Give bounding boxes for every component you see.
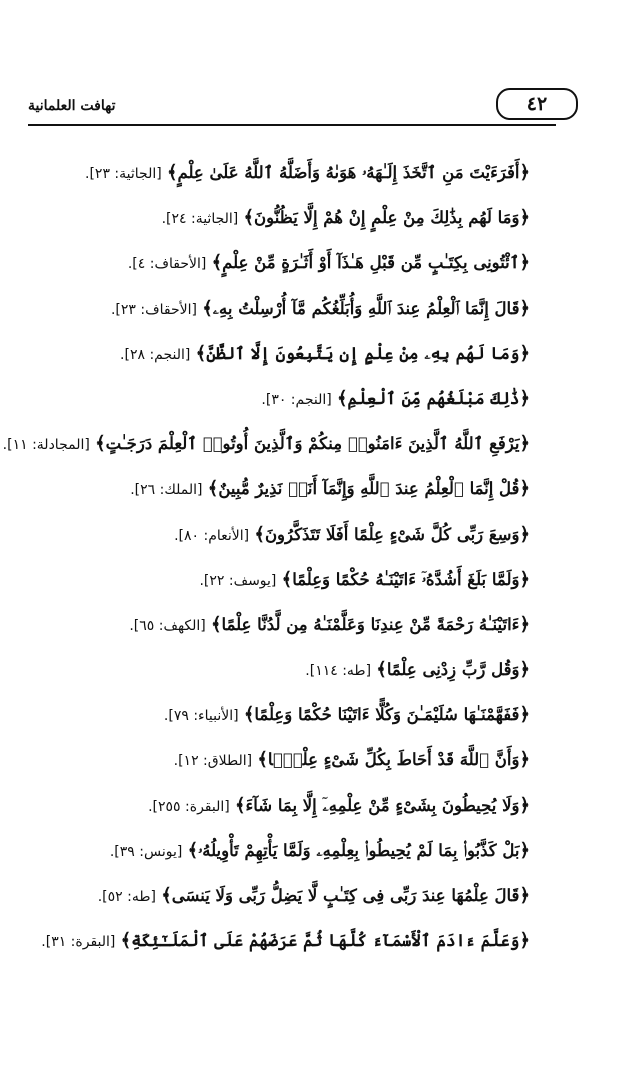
verse-reference: [يوسف: ٢٢]. [199, 572, 277, 589]
verse-line: ﴿بَلْ كَذَّبُوا۟ بِمَا لَمْ يُحِيطُوا۟ بِعِلْمِهِۦ وَلَمَّا يَأْتِهِمْ تَأْوِيلُهُۥ﴾ [يونس: ٣٩]. [109, 839, 530, 861]
verse-text: يَرْفَعِ ٱللَّهُ ٱلَّذِينَ ءَامَنُوا۟ مِنكُمْ وَٱلَّذِينَ أُوتُوا۟ ٱلْعِلْمَ دَرَجَـٰتٍ [105, 434, 520, 454]
verse-text: ٱئْتُونِى بِكِتَـٰبٍ مِّن قَبْلِ هَـٰذَآ أَوْ أَثَـٰرَةٍ مِّنْ عِلْمٍ [222, 253, 520, 273]
verse-reference: [البقرة: ٢٥٥]. [148, 798, 230, 815]
verse-reference: [المجادلة: ١١]. [2, 437, 90, 454]
verse-text: وَمَا لَهُم بِهِۦ مِنْ عِلْمٍ إِن يَتَّبِعُونَ إِلَّا ٱلظَّنَّ [206, 343, 520, 363]
verse-line: ﴿يَرْفَعِ ٱللَّهُ ٱلَّذِينَ ءَامَنُوا۟ مِنكُمْ وَٱلَّذِينَ أُوتُوا۟ ٱلْعِلْمَ دَرَجَـٰتٍ﴾ [المجادلة: ١١]. [2, 433, 530, 455]
verse-text: وَمَا لَهُم بِذَٰلِكَ مِنْ عِلْمٍ إِنْ هُمْ إِلَّا يَظُنُّونَ [254, 208, 520, 228]
verse-reference: [الطلاق: ١٢]. [173, 753, 253, 770]
verse-reference: [طه: ٥٢]. [97, 889, 156, 905]
verse-reference: [الأحقاف: ٢٣]. [110, 301, 197, 318]
verse-text: وَلَمَّا بَلَغَ أَشُدَّهُۥٓ ءَاتَيْنَـٰهُ حُكْمًا وَعِلْمًا [292, 569, 520, 589]
verse-text: وَسِعَ رَبِّى كُلَّ شَىْءٍ عِلْمًا أَفَلَا تَتَذَكَّرُونَ [264, 524, 520, 544]
verse-text: ءَاتَيْنَـٰهُ رَحْمَةً مِّنْ عِندِنَا وَعَلَّمْنَـٰهُ مِن لَّدُنَّا عِلْمًا [221, 614, 520, 634]
verse-line: ﴿ٱئْتُونِى بِكِتَـٰبٍ مِّن قَبْلِ هَـٰذَآ أَوْ أَثَـٰرَةٍ مِّنْ عِلْمٍ﴾ [الأحقاف: ٤]. [127, 252, 530, 274]
verse-reference: [الأحقاف: ٤]. [127, 256, 207, 273]
verse-line: ﴿ذَٰلِكَ مَبْلَغُهُم مِّنَ ٱلْعِلْمِ﴾ [النجم: ٣٠]. [261, 387, 530, 409]
verse-line: ﴿فَفَهَّمْنَـٰهَا سُلَيْمَـٰنَ وَكُلًّا ءَاتَيْنَا حُكْمًا وَعِلْمًا﴾ [الأنبياء: ٧٩]. [163, 704, 530, 726]
verse-reference: [الجاثية: ٢٤]. [161, 211, 239, 228]
verse-text: فَفَهَّمْنَـٰهَا سُلَيْمَـٰنَ وَكُلًّا ءَاتَيْنَا حُكْمًا وَعِلْمًا [254, 705, 520, 725]
verse-text: قَالَ إِنَّمَا ٱلْعِلْمُ عِندَ ٱللَّهِ وَأُبَلِّغُكُم مَّآ أُرْسِلْتُ بِهِۦ [212, 298, 520, 318]
verse-line: ﴿قَالَ عِلْمُهَا عِندَ رَبِّى فِى كِتَـٰبٍ لَّا يَضِلُّ رَبِّى وَلَا يَنسَى﴾ [طه: ٥٢]. [97, 885, 530, 906]
verse-line: ﴿ءَاتَيْنَـٰهُ رَحْمَةً مِّنْ عِندِنَا وَعَلَّمْنَـٰهُ مِن لَّدُنَّا عِلْمًا﴾ [الكهف: ٦٥]. [129, 613, 530, 635]
verse-text: وَعَلَّمَ ءَادَمَ ٱلْأَسْمَآءَ كُلَّهَا ثُمَّ عَرَضَهُمْ عَلَى ٱلْمَلَـٰٓئِكَةِ [131, 931, 520, 951]
verse-reference: [النجم: ٣٠]. [261, 391, 332, 408]
verse-line: ﴿وَلَمَّا بَلَغَ أَشُدَّهُۥٓ ءَاتَيْنَـٰهُ حُكْمًا وَعِلْمًا﴾ [يوسف: ٢٢]. [199, 568, 530, 590]
verse-text: وَأَنَّ ٱللَّهَ قَدْ أَحَاطَ بِكُلِّ شَىْءٍ عِلْمًۢا [267, 750, 520, 770]
verse-line: ﴿أَفَرَءَيْتَ مَنِ ٱتَّخَذَ إِلَـٰهَهُۥ هَوَىٰهُ وَأَضَلَّهُ ٱللَّهُ عَلَىٰ عِلْمٍ﴾ [الجاثية: ٢٣]. [85, 162, 530, 183]
verse-line: ﴿وَقُل رَّبِّ زِدْنِى عِلْمًا﴾ [طه: ١١٤]. [305, 659, 530, 681]
verse-text: ذَٰلِكَ مَبْلَغُهُم مِّنَ ٱلْعِلْمِ [347, 388, 520, 408]
verse-reference: [يونس: ٣٩]. [109, 843, 183, 860]
verse-line: ﴿وَسِعَ رَبِّى كُلَّ شَىْءٍ عِلْمًا أَفَلَا تَتَذَكَّرُونَ﴾ [الأنعام: ٨٠]. [174, 523, 530, 545]
verse-line: ﴿وَمَا لَهُم بِهِۦ مِنْ عِلْمٍ إِن يَتَّبِعُونَ إِلَّا ٱلظَّنَّ﴾ [النجم: ٢٨]. [120, 342, 530, 364]
verse-reference: [الجاثية: ٢٣]. [85, 166, 162, 182]
verse-reference: [الكهف: ٦٥]. [129, 617, 206, 634]
verse-line: ﴿قَالَ إِنَّمَا ٱلْعِلْمُ عِندَ ٱللَّهِ وَأُبَلِّغُكُم مَّآ أُرْسِلْتُ بِهِۦ﴾ [الأحقاف: ٢٣]. [110, 297, 530, 319]
verse-text: قَالَ عِلْمُهَا عِندَ رَبِّى فِى كِتَـٰبٍ لَّا يَضِلُّ رَبِّى وَلَا يَنسَى [171, 886, 520, 905]
page-header [28, 88, 556, 124]
verse-text: قُلْ إِنَّمَا ٱلْعِلْمُ عِندَ ٱللَّهِ وَإِنَّمَآ أَنَا۠ نَذِيرٌ مُّبِينٌ [218, 479, 520, 499]
book-title: تهافت العلمانية [28, 98, 116, 114]
verse-reference: [الأنبياء: ٧٩]. [163, 708, 239, 725]
verse-reference: [الأنعام: ٨٠]. [174, 527, 250, 544]
verse-list [2, 150, 530, 963]
verse-line: ﴿وَأَنَّ ٱللَّهَ قَدْ أَحَاطَ بِكُلِّ شَىْءٍ عِلْمًۢا﴾ [الطلاق: ١٢]. [173, 749, 530, 771]
verse-reference: [النجم: ٢٨]. [120, 346, 191, 363]
verse-text: وَلَا يُحِيطُونَ بِشَىْءٍ مِّنْ عِلْمِهِۦٓ إِلَّا بِمَا شَآءَ [245, 795, 520, 815]
verse-text: وَقُل رَّبِّ زِدْنِى عِلْمًا [386, 660, 520, 680]
verse-text: بَلْ كَذَّبُوا۟ بِمَا لَمْ يُحِيطُوا۟ بِعِلْمِهِۦ وَلَمَّا يَأْتِهِمْ تَأْوِيلُهُۥ [198, 840, 520, 860]
verse-reference: [الملك: ٢٦]. [130, 482, 203, 499]
verse-line: ﴿وَلَا يُحِيطُونَ بِشَىْءٍ مِّنْ عِلْمِهِۦٓ إِلَّا بِمَا شَآءَ﴾ [البقرة: ٢٥٥]. [148, 794, 530, 816]
verse-reference: [طه: ١١٤]. [305, 663, 372, 680]
verse-reference: [البقرة: ٣١]. [41, 934, 116, 951]
verse-line: ﴿قُلْ إِنَّمَا ٱلْعِلْمُ عِندَ ٱللَّهِ وَإِنَّمَآ أَنَا۠ نَذِيرٌ مُّبِينٌ﴾ [الملك: ٢٦]. [130, 478, 530, 500]
verse-text: أَفَرَءَيْتَ مَنِ ٱتَّخَذَ إِلَـٰهَهُۥ هَوَىٰهُ وَأَضَلَّهُ ٱللَّهُ عَلَىٰ عِلْمٍ [177, 163, 520, 182]
verse-line: ﴿وَعَلَّمَ ءَادَمَ ٱلْأَسْمَآءَ كُلَّهَا ثُمَّ عَرَضَهُمْ عَلَى ٱلْمَلَـٰٓئِكَةِ﴾ [البقرة: ٣١]. [41, 930, 530, 952]
header-rule [28, 124, 556, 126]
verse-line: ﴿وَمَا لَهُم بِذَٰلِكَ مِنْ عِلْمٍ إِنْ هُمْ إِلَّا يَظُنُّونَ﴾ [الجاثية: ٢٤]. [161, 207, 530, 229]
page-number: ٤٢ [496, 88, 578, 120]
